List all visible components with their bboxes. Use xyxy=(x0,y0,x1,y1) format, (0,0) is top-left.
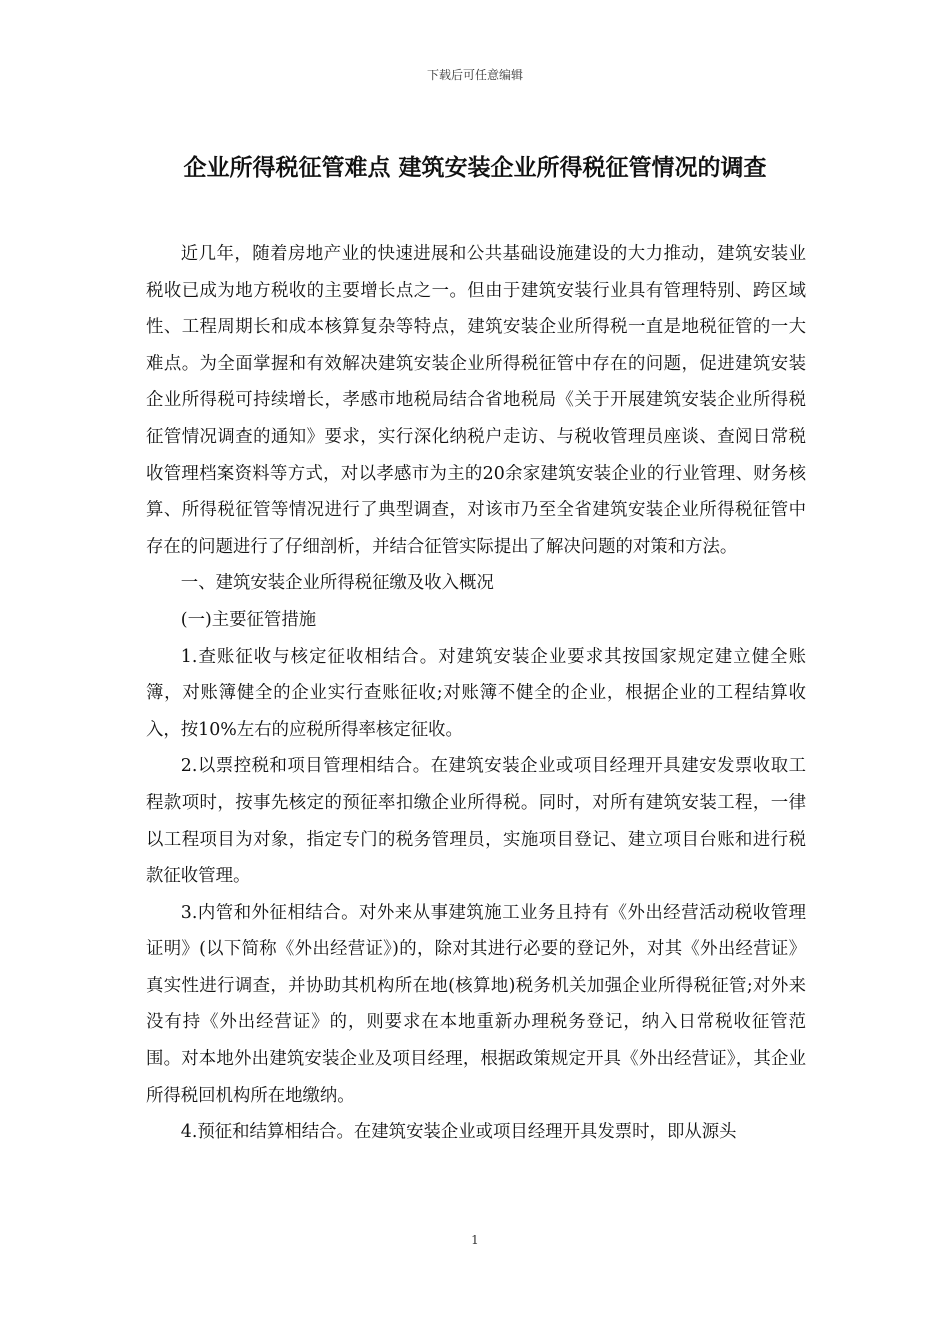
header-note: 下载后可任意编辑 xyxy=(426,68,523,82)
paragraph-item-4: 4.预征和结算相结合。在建筑安装企业或项目经理开具发票时，即从源头 xyxy=(180,1122,737,1143)
subsection-heading: (一)主要征管措施 xyxy=(180,609,317,630)
paragraph-item-1: 1.查账征收与核定征收相结合。对建筑安装企业要求其按国家规定建立健全账簿，对账簿健全的企业实行查账征收;对账簿不健全的企业，根据企业的工程结算收入，按10%左右的应税所得率核定征收。 xyxy=(146,646,806,740)
paragraph-item-2: 2.以票控税和项目管理相结合。在建筑安装企业或项目经理开具建安发票收取工程款项时，按事先核定的预征率扣缴企业所得税。同时，对所有建筑安装工程，一律以工程项目为对象，指定专门的税务管理员，实施项目登记、建立项目台账和进行税款征收管理。 xyxy=(146,756,806,887)
document-body xyxy=(146,236,806,1151)
paragraph-intro: 近几年，随着房地产业的快速进展和公共基础设施建设的大力推动，建筑安装业税收已成为地方税收的主要增长点之一。但由于建筑安装行业具有管理特别、跨区域性、工程周期长和成本核算复杂等特点，建筑安装企业所得税一直是地税征管的一大难点。为全面掌握和有效解决建筑安装企业所得税征管中存在的问题，促进建筑安装企业所得税可持续增长，孝感市地税局结合省地税局《关于开展建筑安装企业所得税征管情况调查的通知》要求，实行深化纳税户走访、与税收管理员座谈、查阅日常税收管理档案资料等方式，对以孝感市为主的20余家建筑安装企业的行业管理、财务核算、所得税征管等情况进行了典型调查，对该市乃至全省建筑安装企业所得税征管中存在的问题进行了仔细剖析，并结合征管实际提出了解决问题的对策和方法。 xyxy=(146,244,806,557)
section-heading: 一、建筑安装企业所得税征缴及收入概况 xyxy=(180,573,494,594)
document-title: 企业所得税征管难点 建筑安装企业所得税征管情况的调查 xyxy=(183,154,767,181)
paragraph-item-3: 3.内管和外征相结合。对外来从事建筑施工业务且持有《外出经营活动税收管理证明》(以下简称《外出经营证》)的，除对其进行必要的登记外，对其《外出经营证》真实性进行调查，并协助其机构所在地(核算地)税务机关加强企业所得税征管;对外来没有持《外出经营证》的，则要求在本地重新办理税务登记，纳入日常税收征管范围。对本地外出建筑安装企业及项目经理，根据政策规定开具《外出经营证》，其企业所得税回机构所在地缴纳。 xyxy=(146,902,806,1106)
page-number: 1 xyxy=(471,1233,479,1247)
